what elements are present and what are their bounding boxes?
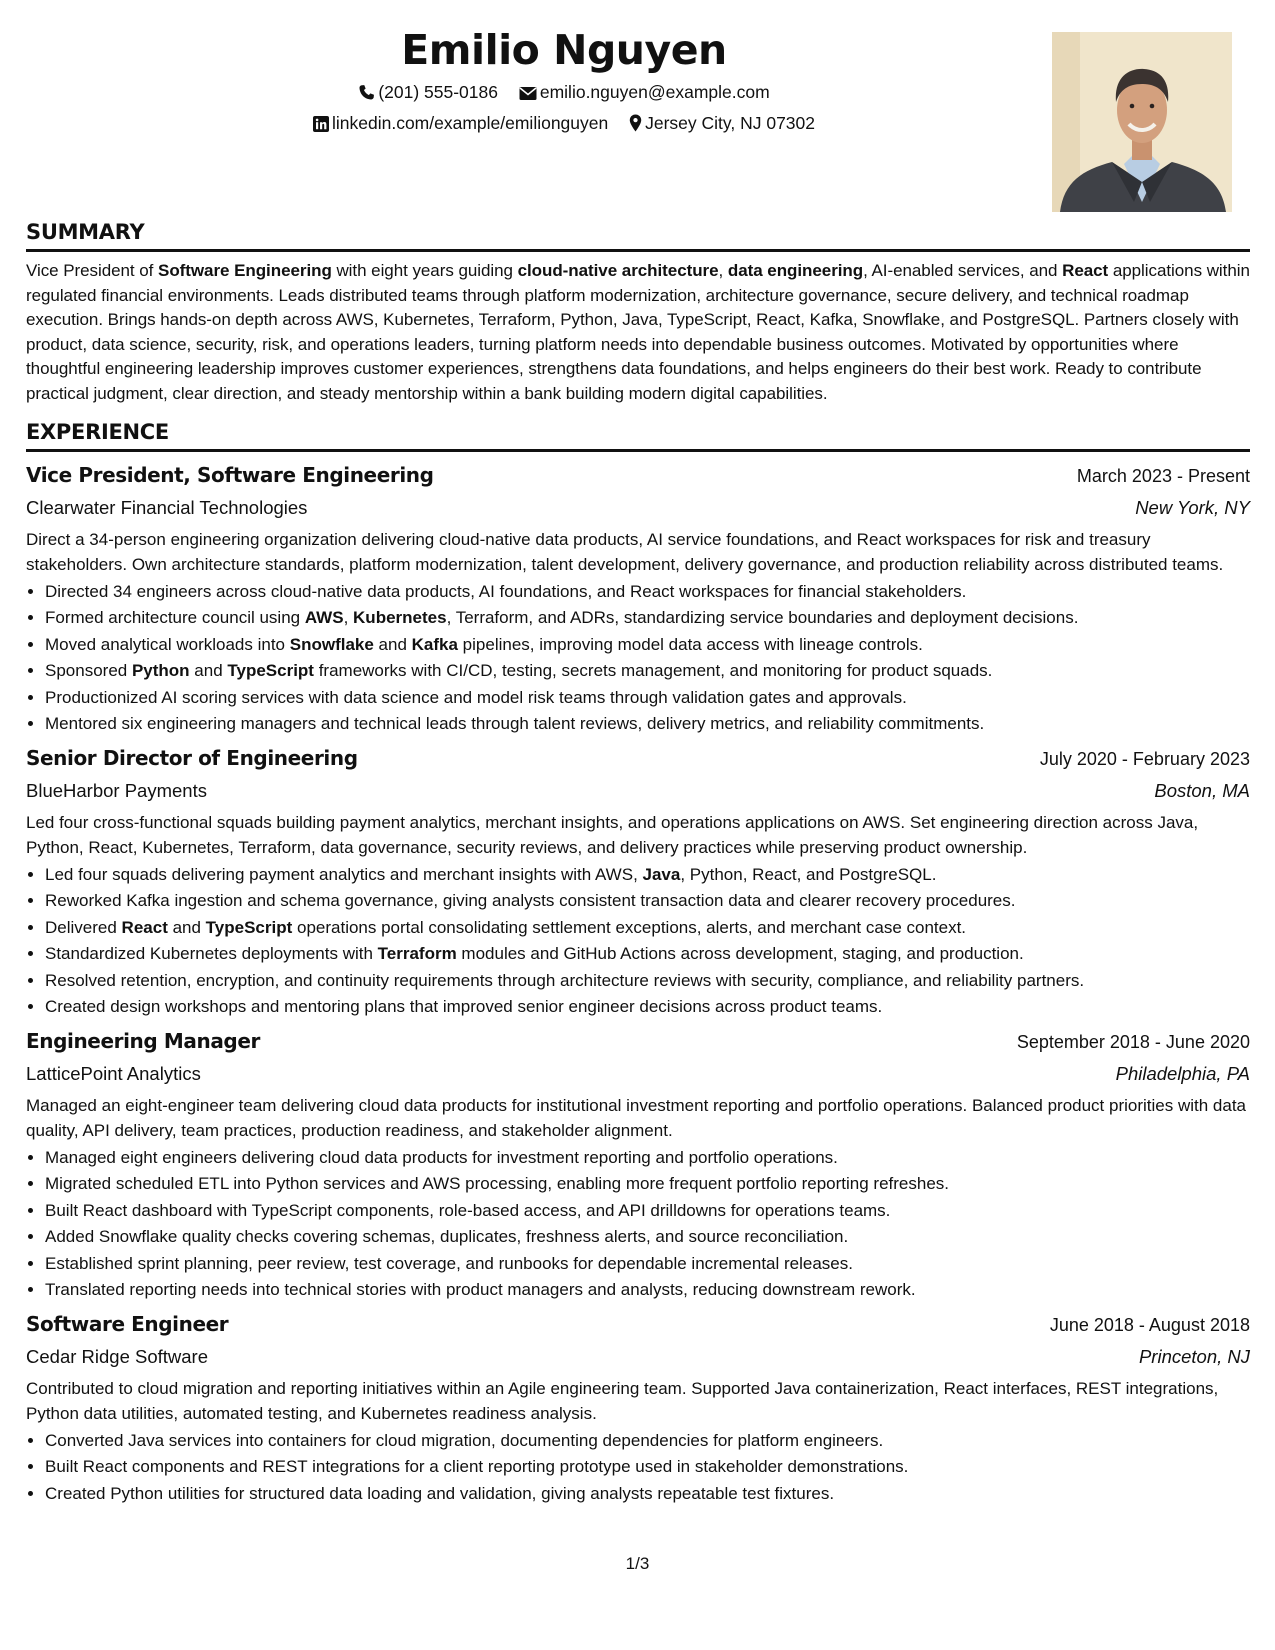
job-dates: July 2020 - February 2023 xyxy=(1039,749,1250,769)
job-bullets xyxy=(26,580,1250,737)
phone-icon xyxy=(358,84,375,101)
job-description: Managed an eight-engineer team delivering cloud data products for institutional investment reporting and portfolio operations. Balanced product priorities with data quality, API delivery, team practices, production readiness, and stakeholder alignment. xyxy=(26,1096,1247,1140)
bullet-text: Formed architecture council using xyxy=(45,608,305,627)
bullet-item xyxy=(45,1225,1250,1249)
job-location: Boston, MA xyxy=(1154,780,1250,801)
job-dates: March 2023 - Present xyxy=(1076,466,1250,486)
summary-part: , xyxy=(718,261,728,280)
job-description: Contributed to cloud migration and reporting initiatives within an Agile engineering team. Supported Java containerization, React interfaces, REST integrations, Python data utilities, automated testing, and Kubernetes readiness analysis. xyxy=(26,1379,1219,1423)
job-bullets xyxy=(26,863,1250,1020)
job-title: Senior Director of Engineering xyxy=(26,746,358,770)
summary-part: applications within regulated financial environments. Leads distributed teams through platform modernization, architecture governance, secure delivery, and technical roadmap execution. Brings hands-on depth across AWS, Kubernetes, Terraform, Python, Java, TypeScript, React, Kafka, Snowflake, and PostgreSQL. Partners closely with product, data science, security, risk, and operations leaders, turning platform needs into dependable business outcomes. Motivated by opportunities where thoughtful engineering leadership improves customer experiences, strengthens data foundations, and helps engineers do their best work. Ready to contribute practical judgment, clear direction, and steady mentorship within a bank building modern digital capabilities. xyxy=(26,261,1250,403)
bullet-text: modules and GitHub Actions across development, staging, and production. xyxy=(456,944,1024,963)
job-bullets xyxy=(26,1146,1250,1303)
bullet-text: pipelines, improving model data access with lineage controls. xyxy=(457,634,923,654)
bullet-item xyxy=(45,916,1250,940)
linkedin-contact xyxy=(313,112,608,134)
bullet-text: Built React dashboard with TypeScript components, role-based access, and API drilldowns for operations teams. xyxy=(45,1200,891,1220)
envelope-icon xyxy=(519,86,537,101)
contact-line-1 xyxy=(0,81,1128,103)
job-entry xyxy=(26,1027,1250,1302)
job-dates: June 2018 - August 2018 xyxy=(1049,1315,1250,1335)
bullet-text: , Terraform, and ADRs, standardizing service boundaries and deployment decisions. xyxy=(446,608,1079,627)
bullet-item xyxy=(45,1278,1250,1302)
bullet-item xyxy=(45,1252,1250,1276)
bullet-item xyxy=(45,1482,1250,1506)
bullet-text: Built React components and REST integrations for a client reporting prototype used in stakeholder demonstrations. xyxy=(45,1457,909,1476)
phone-number[interactable]: (201) 555-0186 xyxy=(378,82,498,102)
job-title: Vice President, Software Engineering xyxy=(26,463,434,487)
bullet-item xyxy=(45,969,1250,993)
job-dates: September 2018 - June 2020 xyxy=(1016,1032,1250,1052)
bullet-text: Translated reporting needs into technical stories with product managers and analysts, reducing downstream rework. xyxy=(45,1280,916,1299)
bullet-text: and xyxy=(373,634,412,654)
email-contact xyxy=(519,81,770,103)
bullet-item xyxy=(45,1172,1250,1196)
job-entry xyxy=(26,1310,1250,1506)
summary-part: , AI-enabled services, and xyxy=(863,261,1063,280)
experience-section xyxy=(26,418,1250,1506)
bullet-text: operations portal consolidating settlement exceptions, alerts, and merchant case context. xyxy=(292,917,967,937)
job-location: Philadelphia, PA xyxy=(1115,1063,1250,1084)
page-number: 1/3 xyxy=(625,1554,650,1573)
bullet-keyword: TypeScript xyxy=(227,661,314,680)
summary-part: Vice President of xyxy=(26,261,159,280)
bullet-item xyxy=(45,580,1250,604)
company-name: Clearwater Financial Technologies xyxy=(26,497,308,518)
bullet-keyword: React xyxy=(121,917,168,937)
bullet-item xyxy=(45,633,1250,657)
bullet-item xyxy=(45,889,1250,913)
linkedin-icon xyxy=(313,116,329,132)
bullet-text: Added Snowflake quality checks covering schemas, duplicates, freshness alerts, and source reconciliation. xyxy=(45,1227,849,1246)
summary-keyword: React xyxy=(1062,261,1109,280)
job-description: Led four cross-functional squads building payment analytics, merchant insights, and operations applications on AWS. Set engineering direction across Java, Python, React, Kubernetes, Terraform, data governance, security reviews, and delivery practices while preserving product ownership. xyxy=(26,813,1199,857)
company-name: Cedar Ridge Software xyxy=(26,1346,209,1367)
candidate-name: Emilio Nguyen xyxy=(401,26,727,74)
summary-keyword: cloud-native architecture xyxy=(517,261,719,280)
contact-line-2 xyxy=(0,112,1128,134)
bullet-text: Sponsored xyxy=(45,661,132,680)
bullet-keyword: AWS xyxy=(304,608,344,627)
map-pin-icon xyxy=(629,114,642,132)
summary-keyword: data engineering xyxy=(727,261,864,280)
bullet-item xyxy=(45,1199,1250,1223)
resume-page xyxy=(26,22,1250,1506)
bullet-item xyxy=(45,995,1250,1019)
bullet-keyword: Java xyxy=(642,864,681,884)
bullet-text: Mentored six engineering managers and technical leads through talent reviews, delivery metrics, and reliability commitments. xyxy=(45,714,985,733)
bullet-text: Productionized AI scoring services with data science and model risk teams through validation gates and approvals. xyxy=(45,687,907,707)
job-location: New York, NY xyxy=(1135,497,1250,518)
job-description: Direct a 34-person engineering organization delivering cloud-native data products, AI service foundations, and React workspaces for risk and treasury stakeholders. Own architecture standards, platform modernization, talent development, delivery governance, and production reliability across distributed teams. xyxy=(26,530,1224,574)
bullet-text: Led four squads delivering payment analytics and merchant insights with AWS, xyxy=(45,864,643,884)
job-entry xyxy=(26,744,1250,1019)
bullet-item xyxy=(45,606,1250,630)
bullet-item xyxy=(45,1146,1250,1170)
bullet-text: Delivered xyxy=(45,917,122,937)
summary-part: with eight years guiding xyxy=(331,261,518,280)
bullet-keyword: Kafka xyxy=(411,634,458,654)
job-entry xyxy=(26,461,1250,736)
bullet-item xyxy=(45,942,1250,966)
bullet-text: Established sprint planning, peer review, test coverage, and runbooks for dependable incremental releases. xyxy=(45,1253,853,1273)
bullet-text: Reworked Kafka ingestion and schema governance, giving analysts consistent transaction data and clearer recovery procedures. xyxy=(45,891,1016,910)
phone-contact xyxy=(358,81,498,103)
job-title: Software Engineer xyxy=(26,1312,229,1336)
job-title: Engineering Manager xyxy=(26,1029,260,1053)
bullet-keyword: Kubernetes xyxy=(353,608,447,627)
summary-heading: SUMMARY xyxy=(26,218,1250,252)
summary-section xyxy=(26,218,1250,406)
bullet-keyword: Python xyxy=(131,661,190,680)
bullet-text: and xyxy=(167,917,206,937)
bullet-text: Standardized Kubernetes deployments with xyxy=(45,944,378,963)
bullet-text: Created Python utilities for structured data loading and validation, giving analysts repeatable test fixtures. xyxy=(45,1483,835,1503)
company-name: BlueHarbor Payments xyxy=(26,780,207,801)
experience-heading: EXPERIENCE xyxy=(26,418,1250,452)
bullet-keyword: Snowflake xyxy=(289,634,374,654)
summary-keyword: Software Engineering xyxy=(158,261,332,280)
job-location: Princeton, NJ xyxy=(1138,1346,1250,1367)
company-name: LatticePoint Analytics xyxy=(26,1063,201,1084)
bullet-keyword: TypeScript xyxy=(205,917,293,937)
profile-photo xyxy=(1052,32,1232,212)
bullet-text: Migrated scheduled ETL into Python services and AWS processing, enabling more frequent portfolio reporting refreshes. xyxy=(45,1174,950,1193)
bullet-item xyxy=(45,1429,1250,1453)
location-text: Jersey City, NJ 07302 xyxy=(645,113,816,133)
bullet-text: , Python, React, and PostgreSQL. xyxy=(680,864,937,884)
resume-header xyxy=(26,22,1250,218)
summary-text xyxy=(26,259,1250,406)
bullet-text: Resolved retention, encryption, and continuity requirements through architecture reviews with security, compliance, and reliability partners. xyxy=(45,970,1085,990)
bullet-item xyxy=(45,712,1250,736)
bullet-text: and xyxy=(189,661,228,680)
bullet-text: Directed 34 engineers across cloud-native data products, AI foundations, and React workspaces for financial stakeholders. xyxy=(45,581,967,601)
bullet-keyword: Terraform xyxy=(377,944,457,963)
email-address[interactable]: emilio.nguyen@example.com xyxy=(539,82,770,102)
bullet-text: Managed eight engineers delivering cloud data products for investment reporting and portfolio operations. xyxy=(45,1147,838,1167)
bullet-text: Created design workshops and mentoring plans that improved senior engineer decisions across product teams. xyxy=(45,997,883,1016)
bullet-item xyxy=(45,686,1250,710)
bullet-text: Converted Java services into containers for cloud migration, documenting dependencies for platform engineers. xyxy=(45,1430,884,1450)
bullet-item xyxy=(45,863,1250,887)
linkedin-url[interactable]: linkedin.com/example/emilionguyen xyxy=(331,113,609,133)
job-bullets xyxy=(26,1429,1250,1506)
bullet-text: , xyxy=(343,608,354,627)
bullet-text: Moved analytical workloads into xyxy=(45,634,290,654)
bullet-item xyxy=(45,659,1250,683)
location-contact xyxy=(629,112,815,134)
bullet-text: frameworks with CI/CD, testing, secrets management, and monitoring for product squads. xyxy=(313,661,993,680)
bullet-item xyxy=(45,1455,1250,1479)
